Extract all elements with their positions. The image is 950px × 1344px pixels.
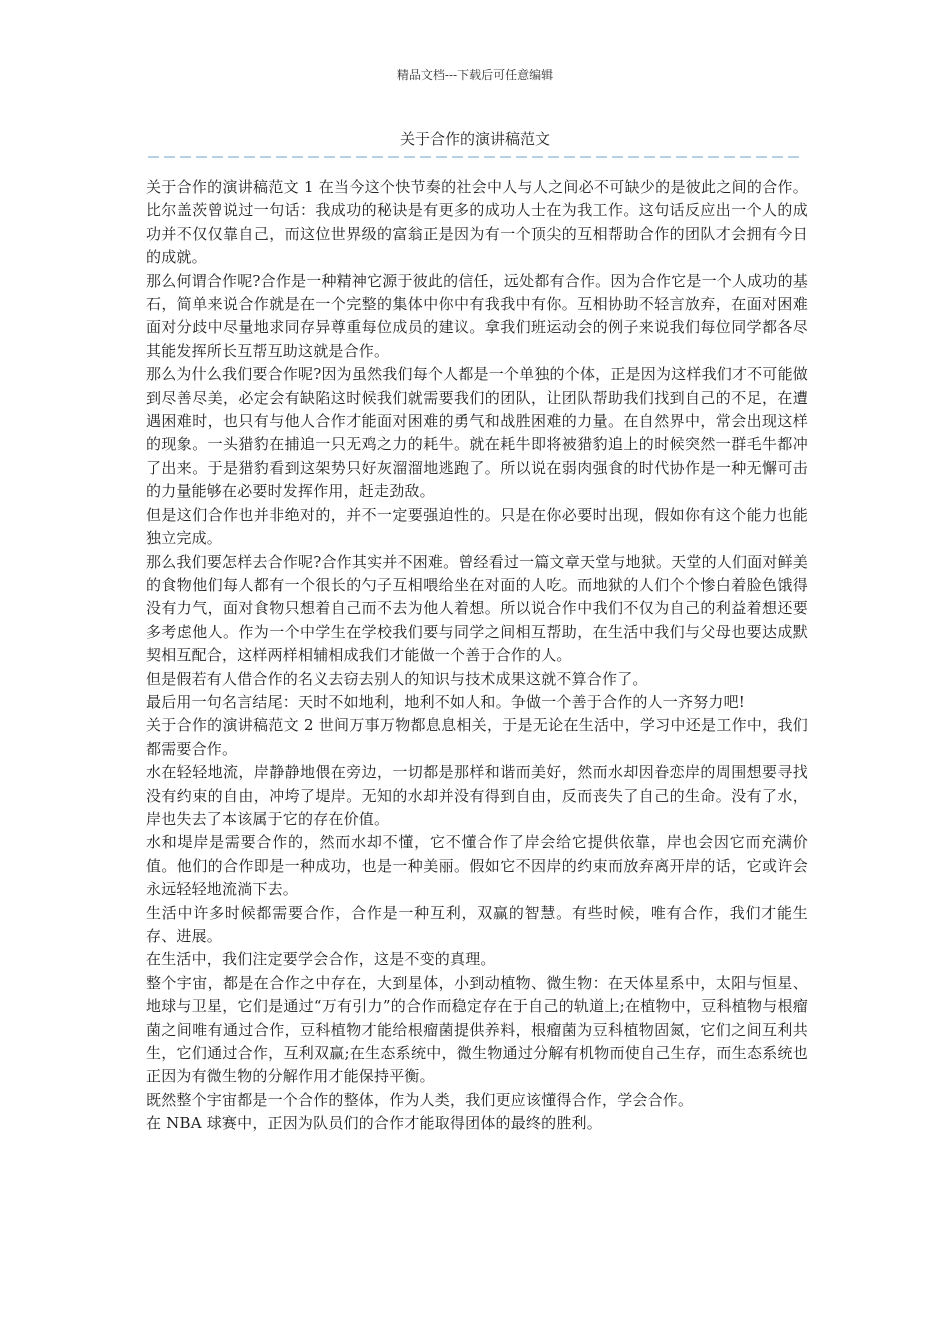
body-paragraph: 关于合作的演讲稿范文 2 世间万事万物都息息相关，于是无论在生活中，学习中还是工作中，我们都需要合作。 xyxy=(146,716,808,758)
title-dashed-rule xyxy=(148,150,800,164)
body-paragraph: 但是假若有人借合作的名义去窃去别人的知识与技术成果这就不算合作了。 xyxy=(146,669,648,688)
body-paragraph: 水在轻轻地流，岸静静地偎在旁边，一切都是那样和谐而美好，然而水却因眷恋岸的周围想要寻找没有约束的自由，冲垮了堤岸。无知的水却并没有得到自由，反而丧失了自己的生命。没有了水，岸也失去了本该属于它的存在价值。 xyxy=(146,763,808,828)
body-paragraph: 在生活中，我们注定要学会合作，这是不变的真理。 xyxy=(146,950,496,969)
body-paragraph: 水和堤岸是需要合作的，然而水却不懂，它不懂合作了岸会给它提供依靠，岸也会因它而充满价值。他们的合作即是一种成功，也是一种美丽。假如它不因岸的约束而放弃离开岸的话，它或许会永远轻轻地流淌下去。 xyxy=(146,833,808,899)
document-body xyxy=(146,176,808,1136)
body-paragraph: 在 NBA 球赛中，正因为队员们的合作才能取得团体的最终的胜利。 xyxy=(146,1114,602,1133)
body-paragraph: 那么为什么我们要合作呢?因为虽然我们每个人都是一个单独的个体，正是因为这样我们才不可能做到尽善尽美，必定会有缺陷这时候我们就需要我们的团队，让团队帮助我们找到自己的不足，在遭遇困难时，也只有与他人合作才能面对困难的勇气和战胜困难的力量。在自然界中，常会出现这样的现象。一头猎豹在捕追一只无鸡之力的耗牛。就在耗牛即将被猎豹追上的时候突然一群毛牛都冲了出来。于是猎豹看到这架势只好灰溜溜地逃跑了。所以说在弱肉强食的时代协作是一种无懈可击的力量能够在必要时发挥作用，赶走劲敌。 xyxy=(146,365,808,501)
body-paragraph: 整个宇宙，都是在合作之中存在，大到星体，小到动植物、微生物：在天体星系中，太阳与恒星、地球与卫星，它们是通过“万有引力”的合作而稳定存在于自己的轨道上;在植物中，豆科植物与根瘤菌之间唯有通过合作，豆科植物才能给根瘤菌提供养料，根瘤菌为豆科植物固氮，它们之间互利共生，它们通过合作，互利双赢;在生态系统中，微生物通过分解有机物而使自己生存，而生态系统也正因为有微生物的分解作用才能保持平衡。 xyxy=(146,973,808,1086)
body-paragraph: 最后用一句名言结尾：天时不如地利，地利不如人和。争做一个善于合作的人一齐努力吧! xyxy=(146,692,746,711)
body-paragraph: 但是这们合作也并非绝对的，并不一定要强迫性的。只是在你必要时出现，假如你有这个能力也能独立完成。 xyxy=(146,505,808,548)
body-paragraph: 那么我们要怎样去合作呢?合作其实并不困难。曾经看过一篇文章天堂与地狱。天堂的人们面对鲜美的食物他们每人都有一个很长的勺子互相喂给坐在对面的人吃。而地狱的人们个个惨白着脸色饿得没有力气，面对食物只想着自己而不去为他人着想。所以说合作中我们不仅为自己的利益着想还要多考虑他人。作为一个中学生在学校我们要与同学之间相互帮助，在生活中我们与父母也要达成默契相互配合，这样两样相辅相成我们才能做一个善于合作的人。 xyxy=(146,552,808,665)
document-title: 关于合作的演讲稿范文 xyxy=(399,130,550,148)
body-paragraph: 那么何谓合作呢?合作是一种精神它源于彼此的信任，远处都有合作。因为合作它是一个人成功的基石，简单来说合作就是在一个完整的集体中你中有我我中有你。互相协助不轻言放弃，在面对困难面对分歧中尽量地求同存异尊重每位成员的建议。拿我们班运动会的例子来说我们每位同学都各尽其能发挥所长互帮互助这就是合作。 xyxy=(146,271,808,360)
body-paragraph: 生活中许多时候都需要合作，合作是一种互利，双赢的智慧。有些时候，唯有合作，我们才能生存、进展。 xyxy=(146,903,808,945)
body-paragraph: 关于合作的演讲稿范文 1 在当今这个快节奏的社会中人与人之间必不可缺少的是彼此之间的合作。比尔盖茨曾说过一句话：我成功的秘诀是有更多的成功人士在为我工作。这句话反应出一个人的成功并不仅仅靠自己，而这位世界级的富翁正是因为有一个顶尖的互相帮助合作的团队才会拥有今日的成就。 xyxy=(146,178,808,267)
page-header-note: 精品文档---下载后可任意编辑 xyxy=(396,68,554,82)
body-paragraph: 既然整个宇宙都是一个合作的整体，作为人类，我们更应该懂得合作，学会合作。 xyxy=(146,1090,694,1109)
